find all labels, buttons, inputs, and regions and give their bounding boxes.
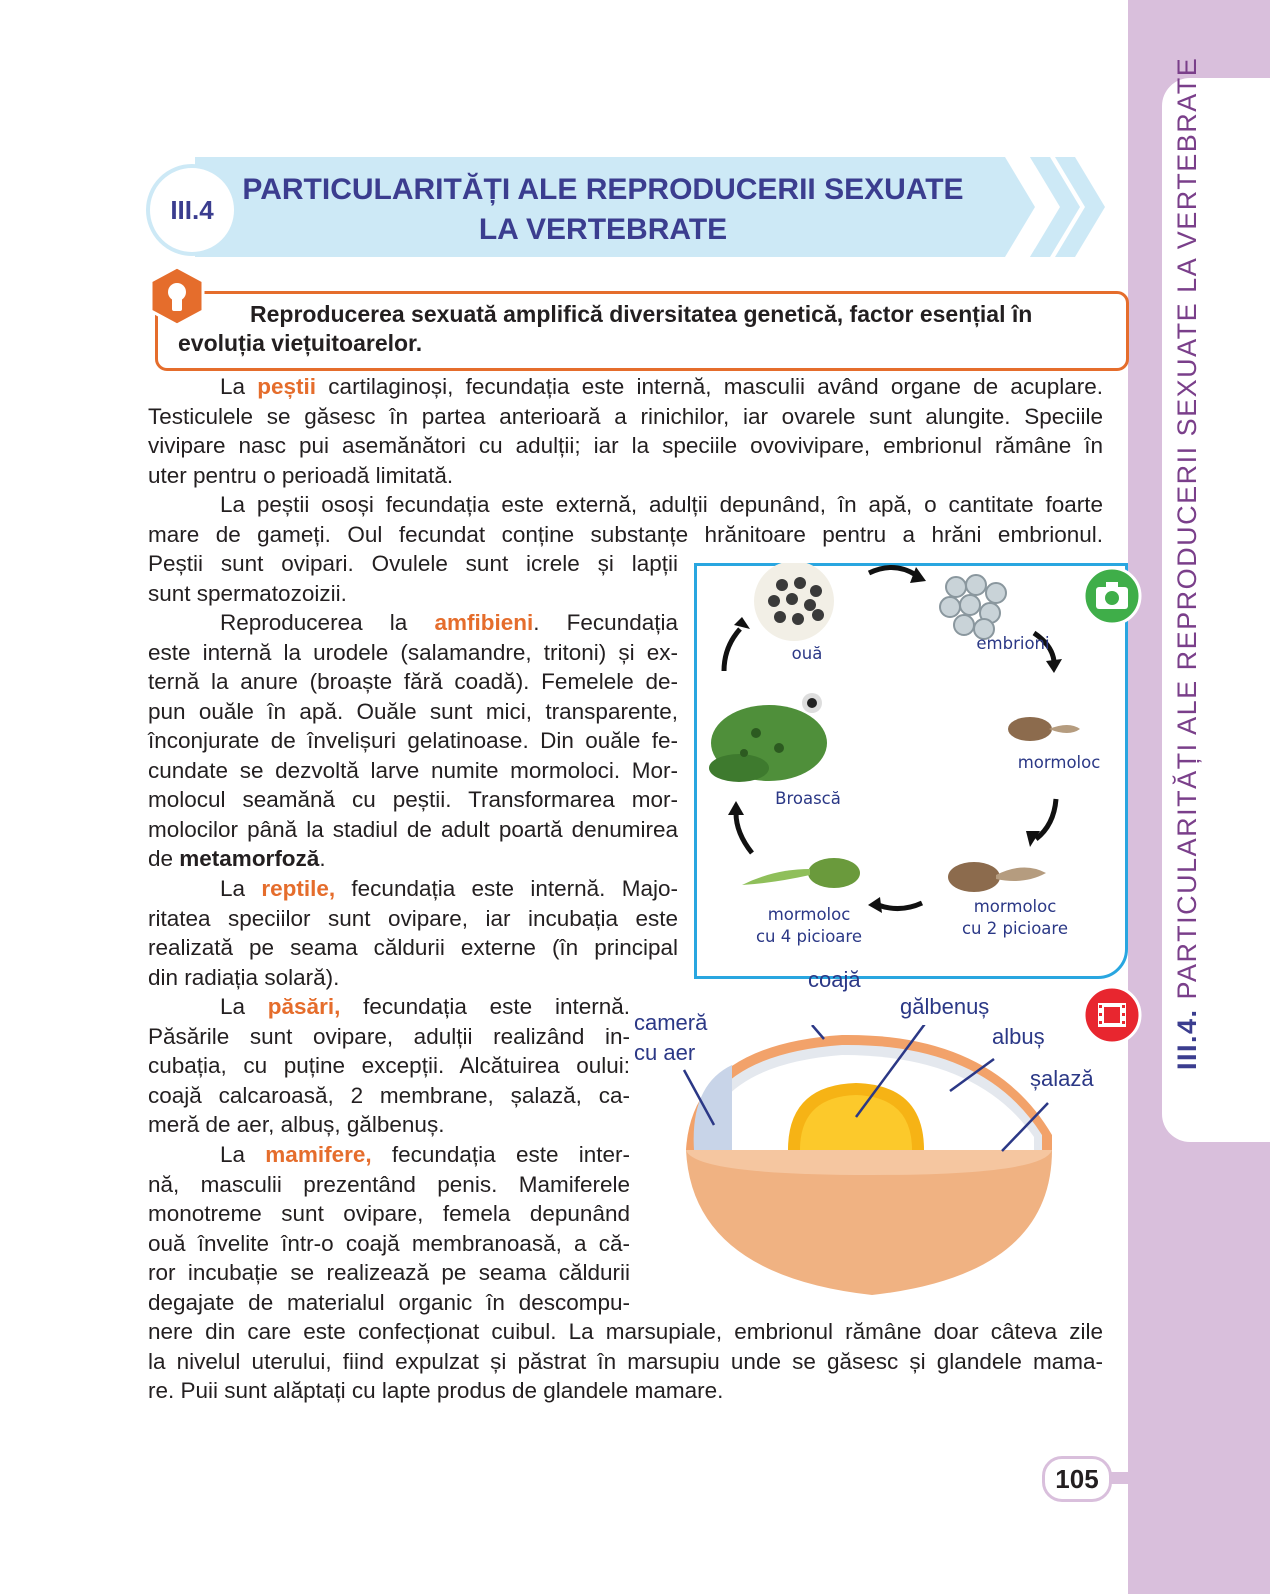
- label-mormoloc-2-picioare: [950, 896, 1080, 940]
- text-line: coajă calcaroasă, 2 membrane, șalază, ca-: [148, 1082, 630, 1108]
- embryos-illustration: [940, 575, 1006, 639]
- text-line: înconjurate de învelișuri gelatinoase. Din ouăle fe-: [148, 728, 678, 753]
- paragraph-reptile: [148, 874, 678, 992]
- label-camera-cu-aer: [634, 1008, 707, 1068]
- highlight-pesti: peștii: [257, 374, 317, 399]
- frog-illustration: [709, 693, 827, 782]
- arrow-3: [1036, 799, 1056, 839]
- chevron-decoration: [975, 157, 1105, 257]
- air-chamber: [694, 1065, 732, 1150]
- text-run: La peștii osoși fecundația este externă, adulții depunând, în apă, o cantitate foarte: [220, 492, 1103, 517]
- paragraph-amfibieni: [148, 608, 678, 874]
- text-run: . Fecundația: [533, 610, 679, 635]
- paragraph-pasari: [148, 992, 630, 1140]
- camera-icon: [1082, 566, 1142, 626]
- label-line: cu 2 picioare: [961, 919, 1068, 938]
- text-line: realizată pe seama căldurii externe (în principal: [148, 935, 678, 960]
- label-mormoloc: mormoloc: [1017, 753, 1101, 772]
- label-line: cameră: [634, 1010, 708, 1035]
- text-line: molocul seamănă cu peștii. Transformarea mor-: [148, 787, 678, 812]
- text-line: sunt spermatozoizii.: [148, 580, 347, 606]
- text-line: este internă la urodele (salamandre, tritoni) și ex-: [148, 639, 678, 665]
- label-salaza: șalază: [1030, 1066, 1094, 1091]
- text-run: fecundația este internă. Majo-: [335, 876, 678, 901]
- text-line: ror incubație se realizează pe seama căldurii: [148, 1260, 630, 1285]
- text-run: La: [220, 374, 258, 399]
- text-line: nă, masculii prezentând penis. Mamiferele: [148, 1171, 630, 1197]
- text-run: Reproducerea la: [220, 610, 435, 635]
- sidebar-chapter-number: III.4.: [1172, 1008, 1202, 1070]
- paragraph-pesti-cartilaginosi: [148, 372, 1103, 490]
- tadpole-four-legs-illustration: [808, 858, 860, 888]
- text-run: La: [220, 994, 268, 1019]
- egg-cross-section: [672, 1025, 1072, 1325]
- label-line: mormoloc: [767, 905, 851, 924]
- term-metamorfoza: metamorfoză: [179, 846, 320, 871]
- page-number: 105: [1042, 1456, 1112, 1502]
- arrow-1: [869, 567, 916, 575]
- text-run: fecundația este internă.: [340, 994, 630, 1019]
- text-line: uter pentru o perioadă limitată.: [148, 462, 454, 488]
- text-run: fecundația este inter-: [371, 1142, 630, 1167]
- label-oua: ouă: [791, 644, 823, 663]
- label-line: cu 4 picioare: [755, 927, 862, 946]
- text-run: cartilaginoși, fecundația este internă, masculii având organe de acuplare.: [316, 374, 1103, 399]
- highlight-reptile: reptile,: [261, 876, 336, 901]
- highlight-pasari: păsări,: [267, 994, 341, 1019]
- tadpole-illustration: [1008, 717, 1052, 741]
- label-coaja: coajă: [808, 967, 861, 992]
- label-line: cu aer: [634, 1040, 696, 1065]
- page-title-line-1: PARTICULARITĂȚI ALE REPRODUCERII SEXUATE: [242, 173, 964, 206]
- label-albus: albuș: [992, 1024, 1045, 1049]
- page-title: [238, 170, 968, 250]
- text-run: .: [319, 846, 326, 871]
- text-line: degajate de materialul organic în descompu-: [148, 1289, 630, 1315]
- arrow-5: [736, 813, 752, 853]
- arrow-4: [878, 903, 922, 909]
- section-number: III.4: [170, 194, 214, 225]
- text-line: cundate se dezvoltă larve numite mormoloci. Mor-: [148, 757, 678, 783]
- text-line: Păsările sunt ovipare, adulții realizând in-: [148, 1023, 630, 1049]
- text-line: cubația, cu puține excepții. Alcătuirea oului:: [148, 1053, 630, 1078]
- label-galbenus: gălbenuș: [900, 994, 990, 1019]
- key-idea-text: [178, 300, 1118, 358]
- text-line: meră de aer, albuș, gălbenuș.: [148, 1112, 445, 1137]
- key-idea-line-1: Reproducerea sexuată amplifică diversitatea genetică, factor esențial în: [250, 301, 1033, 327]
- text-line: Testiculele se găsesc în partea anterioară a rinichilor, iar ovarele sunt alungite. Speciile: [148, 403, 1103, 429]
- highlight-amfibieni: amfibieni: [434, 610, 534, 635]
- page-title-line-2: LA VERTEBRATE: [478, 213, 728, 246]
- tadpole-two-legs-illustration: [948, 862, 1000, 892]
- label-broasca: Broască: [775, 789, 841, 808]
- text-line: ouă învelite într-o coajă membranoasă, a că-: [148, 1230, 630, 1256]
- text-line: molocilor până la stadiul de adult poartă denumirea: [148, 816, 678, 842]
- text-line: mare de gameți. Oul fecundat conține substanțe hrănitoare pentru a hrăni embrionul.: [148, 521, 1103, 547]
- text-line: pun ouăle în apă. Ouăle sunt mici, transparente,: [148, 698, 678, 724]
- highlight-mamifere: mamifere,: [265, 1142, 372, 1167]
- sidebar-chapter-text: PARTICULARITĂȚI ALE REPRODUCERII SEXUATE LA VERTEBRATE: [1172, 56, 1202, 1000]
- sidebar-chapter-title: [1172, 56, 1208, 1070]
- text-line: re. Puii sunt alăptați cu lapte produs de glandele mamare.: [148, 1378, 724, 1403]
- text-run: La: [220, 876, 262, 901]
- label-mormoloc-4-picioare: [744, 904, 874, 948]
- text-line: la nivelul uterului, fiind expulzat și păstrat în marsupiu unde se găsesc și glandele mama-: [148, 1348, 1103, 1374]
- text-run: La: [220, 1142, 266, 1167]
- text-line: ritatea speciilor sunt ovipare, iar incubația este: [148, 905, 678, 931]
- text-line: monotreme sunt ovipare, femela depunând: [148, 1201, 630, 1226]
- key-idea-line-2: evoluția viețuitoarelor.: [178, 330, 423, 356]
- label-embrioni: embrioni: [976, 634, 1050, 653]
- text-line: vivipare nasc pui asemănători cu adulții; iar la speciile ovovivipare, embrionul rămâne în: [148, 433, 1103, 458]
- arrow-6: [724, 629, 740, 671]
- film-icon: [1082, 985, 1142, 1045]
- text-line: nere din care este confecționat cuibul. La marsupiale, embrionul rămâne doar câteva zile: [148, 1319, 1103, 1344]
- eggs-illustration: [754, 563, 834, 641]
- text-line: Peștii sunt ovipari. Ovulele sunt icrele și lapții: [148, 551, 678, 576]
- label-line: mormoloc: [973, 897, 1057, 916]
- text-line: din radiația solară).: [148, 964, 340, 990]
- text-line: ternă la anure (broaște fără coadă). Femelele de-: [148, 669, 678, 694]
- section-number-badge: [146, 164, 238, 256]
- text-run: de: [148, 846, 180, 871]
